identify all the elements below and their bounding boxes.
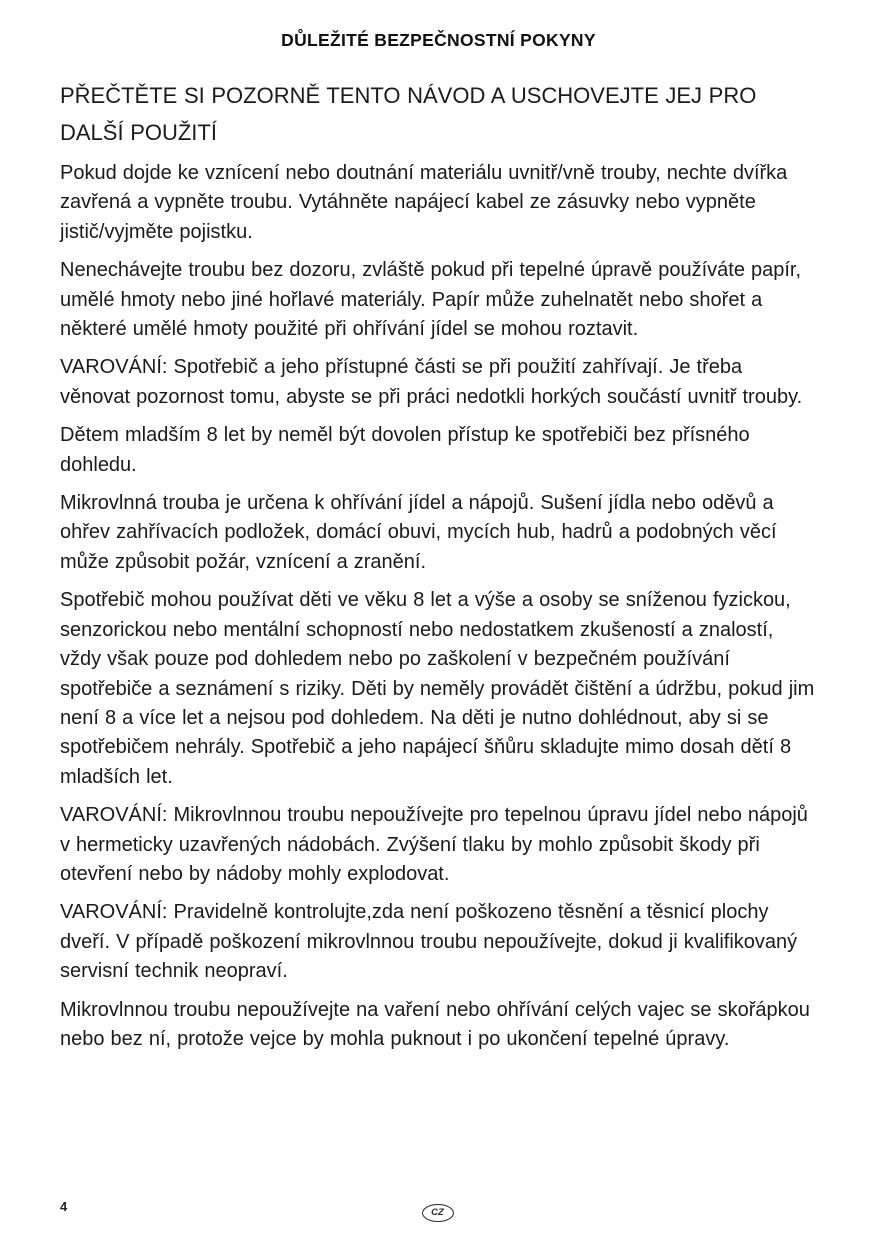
body-paragraph: Dětem mladším 8 let by neměl být dovolen přístup ke spotřebiči bez přísného dohledu. (60, 424, 750, 476)
body-paragraph: Mikrovlnnou troubu nepoužívejte na vaření nebo ohřívání celých vajec se skořápkou nebo bez ní, protože vejce by mohla puknout i po ukončení tepelné úpravy. (60, 998, 810, 1050)
body-paragraph: Spotřebič mohou používat děti ve věku 8 let a výše a osoby se sníženou fyzickou, senzorickou nebo mentální schopností nebo nedostatkem zkušeností a znalostí, vždy však pouze pod dohledem nebo po zaškolení v bezpečném používání spotřebiče a seznámení s riziky. Děti by neměly provádět čištění a údržbu, pokud jim není 8 a více let a nejsou pod dohledem. Na děti je nutno dohlédnout, aby si se spotřebičem nehrály. Spotřebič a jeho napájecí šňůru skladujte mimo dosah dětí 8 mladších let. (60, 589, 815, 788)
lead-paragraph: PŘEČTĚTE SI POZORNĚ TENTO NÁVOD A USCHOVEJTE JEJ PRO DALŠÍ POUŽITÍ (60, 83, 757, 145)
body-paragraph: Mikrovlnná trouba je určena k ohřívání jídel a nápojů. Sušení jídla nebo oděvů a ohřev zahřívacích podložek, domácí obuvi, mycích hub, hadrů a podobných věcí může způsobit požár, vznícení a zranění. (60, 492, 777, 573)
warning-paragraph: VAROVÁNÍ: Spotřebič a jeho přístupné části se při použití zahřívají. Je třeba věnovat pozornost tomu, abyste se při práci nedotkli horkých součástí uvnitř trouby. (60, 356, 803, 408)
body-paragraph: Pokud dojde ke vznícení nebo doutnání materiálu uvnitř/vně trouby, nechte dvířka zavřená a vypněte troubu. Vytáhněte napájecí kabel ze zásuvky nebo vypněte jistič/vyjměte pojistku. (60, 162, 788, 243)
page-title: DŮLEŽITÉ BEZPEČNOSTNÍ POKYNY (281, 30, 596, 50)
page-footer (0, 1188, 875, 1240)
body-paragraph: Nenechávejte troubu bez dozoru, zvláště pokud při tepelné úpravě používáte papír, umělé hmoty nebo jiné hořlavé materiály. Papír může zuhelnatět nebo shořet a některé umělé hmoty použité při ohřívání jídel se mohou roztavit. (60, 259, 802, 341)
warning-paragraph: VAROVÁNÍ: Pravidelně kontrolujte,zda není poškozeno těsnění a těsnicí plochy dveří. V případě poškození mikrovlnnou troubu nepoužívejte, dokud ji kvalifikovaný servisní technik neopraví. (60, 901, 798, 983)
page-number: 4 (60, 1199, 68, 1214)
warning-paragraph: VAROVÁNÍ: Mikrovlnnou troubu nepoužívejte pro tepelnou úpravu jídel nebo nápojů v hermeticky uzavřených nádobách. Zvýšení tlaku by mohlo způsobit škody při otevření nebo by nádoby mohly explodovat. (60, 804, 808, 885)
cz-country-badge: CZ (422, 1204, 454, 1222)
